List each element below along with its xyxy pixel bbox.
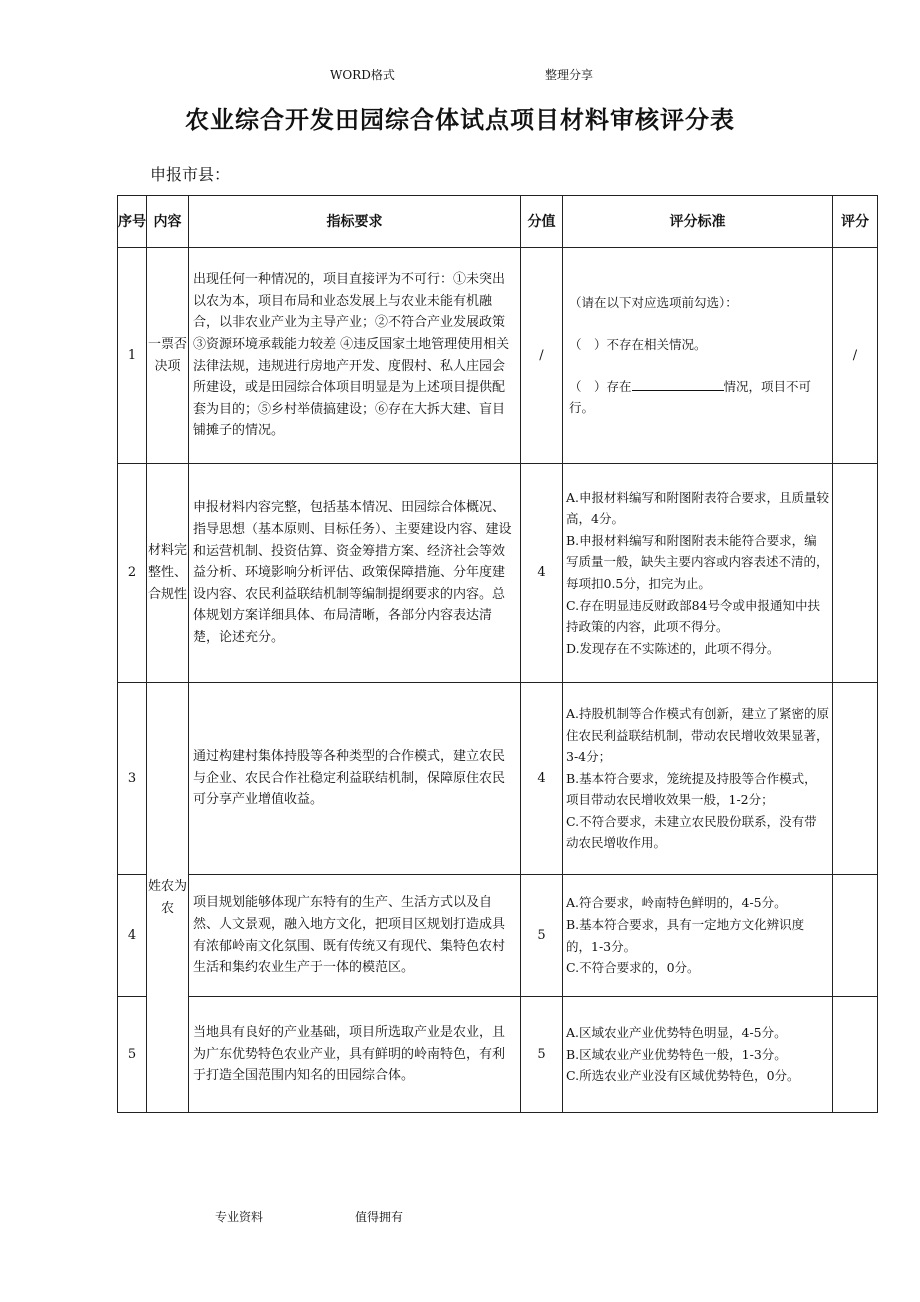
criteria-item: A.符合要求，岭南特色鲜明的，4-5分。 <box>566 895 787 911</box>
col-seq: 序号 <box>118 196 147 248</box>
table-row <box>118 997 878 1113</box>
table-row <box>118 875 878 997</box>
criteria-item: A.持股机制等合作模式有创新，建立了紧密的原住农民利益联结机制，带动农民增收效果显著，3-4分； <box>566 705 830 765</box>
row-seq: 2 <box>118 464 147 683</box>
row-criteria <box>563 683 833 875</box>
table-row <box>118 683 878 875</box>
row-requirement: 出现任何一种情况的，项目直接评为不可行：①未突出以农为本，项目布局和业态发展上与农业未能有机融合，以非农业产业为主导产业；②不符合产业发展政策 ③资源环境承载能力较差 ④违反国家土地管理使用相关法律法规，违规进行房地产开发、度假村、私人庄园会所建设，或是田园综合体项目明显是为上述项目提供配套为目的；⑤乡村举债搞建设；⑥存在大拆大建、盲目铺摊子的情况。 <box>189 248 521 464</box>
row-rating: / <box>833 248 878 464</box>
row-content: 姓农为农 <box>147 683 189 1113</box>
checkbox-option-exists[interactable] <box>569 376 829 419</box>
row-rating-cell[interactable] <box>833 875 878 997</box>
criteria-item: D.发现存在不实陈述的，此项不得分。 <box>566 640 780 656</box>
row-seq: 4 <box>118 875 147 997</box>
col-rating: 评分 <box>833 196 878 248</box>
option-exists-suffix: 情况，项目不可行。 <box>569 378 812 416</box>
row-criteria <box>563 997 833 1113</box>
row-criteria <box>563 875 833 997</box>
checkbox-option-none[interactable]: （ ）不存在相关情况。 <box>569 336 707 352</box>
page-title: 农业综合开发田园综合体试点项目材料审核评分表 <box>185 106 735 134</box>
criteria-item: B.申报材料编写和附图附表未能符合要求，编写质量一般，缺失主要内容或内容表述不清的，每项扣0.5分，扣完为止。 <box>566 532 829 591</box>
criteria-item: C.不符合要求，未建立农民股份联系，没有带动农民增收作用。 <box>566 813 817 851</box>
county-label: 申报市县： <box>150 165 231 184</box>
row-criteria <box>563 464 833 683</box>
row-content: 一票否决项 <box>147 248 189 464</box>
row-score: 5 <box>521 875 563 997</box>
header-right: 整理分享 <box>545 68 594 82</box>
criteria-item: A.区域农业产业优势特色明显，4-5分。 <box>566 1025 787 1041</box>
row-score: 4 <box>521 683 563 875</box>
footer-left: 专业资料 <box>215 1210 264 1224</box>
row-content: 材料完整性、合规性 <box>147 464 189 683</box>
table-row <box>118 464 878 683</box>
table-header-row <box>118 196 878 248</box>
row-seq: 1 <box>118 248 147 464</box>
row-requirement: 申报材料内容完整，包括基本情况、田园综合体概况、指导思想（基本原则、目标任务）、主要建设内容、建设和运营机制、投资估算、资金筹措方案、经济社会等效益分析、环境影响分析评估、政策保障措施、分年度建设内容、农民利益联结机制等编制提纲要求的内容。总体规划方案详细具体、布局清晰，各部分内容表达清楚，论述充分。 <box>189 464 521 683</box>
col-criteria: 评分标准 <box>563 196 833 248</box>
row-rating-cell[interactable] <box>833 997 878 1113</box>
option-exists-prefix: （ ）存在 <box>569 378 632 394</box>
row-rating-cell[interactable] <box>833 464 878 683</box>
header-left: WORD格式 <box>330 68 395 82</box>
criteria-item: B.基本符合要求，笼统提及持股等合作模式，项目带动农民增收效果一般，1-2分； <box>566 770 817 808</box>
row-score: 4 <box>521 464 563 683</box>
col-requirement: 指标要求 <box>189 196 521 248</box>
table-row <box>118 248 878 464</box>
row-requirement: 当地具有良好的产业基础，项目所选取产业是农业，且为广东优势特色农业产业，具有鲜明的岭南特色，有利于打造全国范围内知名的田园综合体。 <box>189 997 521 1113</box>
col-score: 分值 <box>521 196 563 248</box>
row-seq: 3 <box>118 683 147 875</box>
criteria-item: A.申报材料编写和附图附表符合要求，且质量较高，4分。 <box>566 489 830 527</box>
row-requirement: 通过构建村集体持股等各种类型的合作模式，建立农民与企业、农民合作社稳定利益联结机制，保障原住农民可分享产业增值收益。 <box>189 683 521 875</box>
fill-in-blank[interactable] <box>632 377 724 391</box>
criteria-intro: （请在以下对应选项前勾选）： <box>569 295 738 311</box>
scoring-table <box>117 195 878 1113</box>
criteria-item: B.区域农业产业优势特色一般，1-3分。 <box>566 1046 787 1062</box>
row-rating-cell[interactable] <box>833 683 878 875</box>
row-seq: 5 <box>118 997 147 1113</box>
row-score: 5 <box>521 997 563 1113</box>
criteria-item: C.不符合要求的，0分。 <box>566 960 700 976</box>
criteria-item: C.存在明显违反财政部84号令或申报通知中扶持政策的内容，此项不得分。 <box>566 597 820 635</box>
row-requirement: 项目规划能够体现广东特有的生产、生活方式以及自然、人文景观，融入地方文化，把项目区规划打造成具有浓郁岭南文化氛围、既有传统又有现代、集特色农村生活和集约农业生产于一体的模范区。 <box>189 875 521 997</box>
criteria-item: B.基本符合要求，具有一定地方文化辨识度的，1-3分。 <box>566 916 805 954</box>
col-content: 内容 <box>147 196 189 248</box>
criteria-item: C.所选农业产业没有区域优势特色，0分。 <box>566 1068 800 1084</box>
footer-right: 值得拥有 <box>355 1210 404 1224</box>
row-score: / <box>521 248 563 464</box>
row-criteria <box>563 248 833 464</box>
